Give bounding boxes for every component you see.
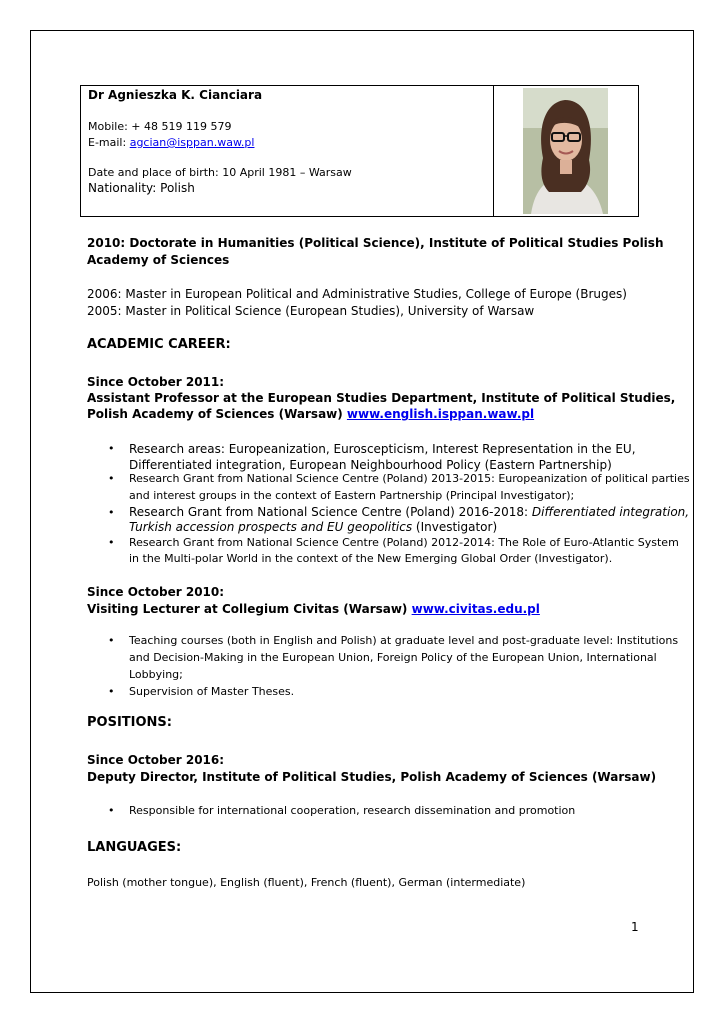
positions-heading: POSITIONS:: [87, 715, 172, 730]
header-box: [80, 85, 639, 217]
job1-title-text: Polish Academy of Sciences (Warsaw): [87, 407, 347, 421]
bullet-icon: •: [108, 506, 115, 519]
position-since: Since October 2016:: [87, 753, 225, 767]
job2-title-text: Visiting Lecturer at Collegium Civitas (Warsaw): [87, 602, 412, 616]
grant-2-line-2: [129, 520, 497, 534]
supervision: Supervision of Master Theses.: [129, 685, 295, 698]
mobile-number: Mobile: + 48 519 119 579: [88, 120, 232, 133]
grant-2-line-1: [129, 505, 689, 519]
grant-1-line-1: Research Grant from National Science Centre (Poland) 2013-2015: Europeanization of political parties: [129, 472, 690, 485]
grant-1-line-2: and interest groups in the context of Eastern Partnership (Principal Investigator);: [129, 489, 575, 502]
bullet-icon: •: [108, 634, 115, 647]
person-name: Dr Agnieszka K. Cianciara: [88, 88, 263, 102]
position-duty: Responsible for international cooperation, research dissemination and promotion: [129, 804, 576, 817]
email-label: E-mail:: [88, 136, 130, 149]
doctorate-line-1: 2010: Doctorate in Humanities (Political Science), Institute of Political Studies Polish: [87, 236, 664, 250]
page-number: 1: [631, 920, 639, 934]
research-areas-line-2: Differentiated integration, European Neighbourhood Policy (Eastern Partnership): [129, 458, 612, 472]
birth-info: Date and place of birth: 10 April 1981 – Warsaw: [88, 166, 352, 179]
grant-2-title-italic-2: Turkish accession prospects and EU geopolitics: [129, 520, 413, 534]
job1-title-line-1: Assistant Professor at the European Studies Department, Institute of Political Studies,: [87, 391, 676, 405]
languages-heading: LANGUAGES:: [87, 840, 182, 855]
job1-since: Since October 2011:: [87, 375, 225, 389]
header-divider: [493, 86, 494, 216]
research-areas-line-1: Research areas: Europeanization, Euroscepticism, Interest Representation in the EU,: [129, 442, 636, 456]
job2-since: Since October 2010:: [87, 585, 225, 599]
teaching-line-1: Teaching courses (both in English and Polish) at graduate level and post-graduate level: Institutions: [129, 634, 679, 647]
languages-text: Polish (mother tongue), English (fluent), French (fluent), German (intermediate): [87, 876, 526, 889]
doctorate-line-2: Academy of Sciences: [87, 253, 230, 267]
grant-2-title-italic: Differentiated integration,: [531, 505, 690, 519]
bullet-icon: •: [108, 685, 115, 698]
teaching-line-2: and Decision-Making in the European Union, Foreign Policy of the European Union, International: [129, 651, 657, 664]
job1-title-line-2: [87, 407, 534, 421]
profile-photo: [523, 88, 608, 214]
nationality: Nationality: Polish: [88, 181, 195, 195]
civitas-link[interactable]: www.civitas.edu.pl: [411, 602, 540, 616]
bullet-icon: •: [108, 472, 115, 485]
master-degree-2: 2005: Master in Political Science (European Studies), University of Warsaw: [87, 304, 535, 318]
isppan-link[interactable]: www.english.isppan.waw.pl: [346, 407, 535, 421]
email-line: [88, 136, 254, 149]
academic-career-heading: ACADEMIC CAREER:: [87, 337, 231, 352]
email-link[interactable]: agcian@isppan.waw.pl: [129, 136, 255, 149]
bullet-icon: •: [108, 442, 115, 455]
grant-3-line-1: Research Grant from National Science Centre (Poland) 2012-2014: The Role of Euro-Atlantic System: [129, 536, 679, 549]
job2-title: [87, 602, 540, 616]
grant-2-role: (Investigator): [412, 520, 498, 534]
master-degree-1: 2006: Master in European Political and Administrative Studies, College of Europe (Bruges): [87, 287, 627, 301]
position-title: Deputy Director, Institute of Political Studies, Polish Academy of Sciences (Warsaw): [87, 770, 657, 784]
bullet-icon: •: [108, 804, 115, 817]
grant-3-line-2: in the Multi-polar World in the context of the New Emerging Global Order (Investigator).: [129, 552, 613, 565]
bullet-icon: •: [108, 536, 115, 549]
grant-2-text: Research Grant from National Science Centre (Poland) 2016-2018:: [129, 505, 532, 519]
teaching-line-3: Lobbying;: [129, 668, 183, 681]
